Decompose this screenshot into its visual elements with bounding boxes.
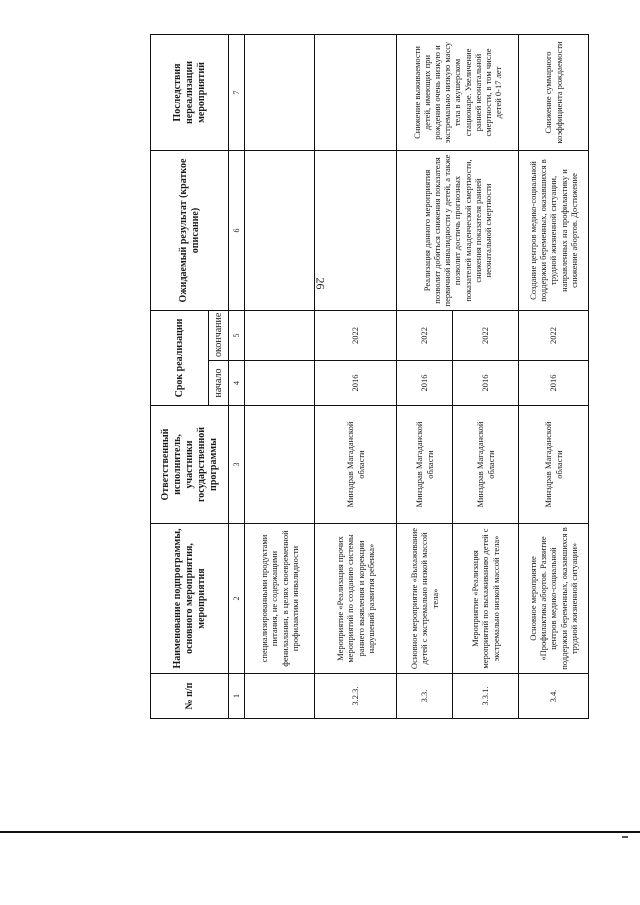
row-num: 3.4.: [519, 674, 589, 719]
row-end: [245, 311, 315, 361]
row-consequence: Снижение выживаемости детей, имеющих при рождении очень низкую и экстремально низкую массу тела в акушерском стационаре. Увеличение ранней неонатальной смертности, в том числе детей 0-17 лет: [397, 35, 519, 151]
row-name: специализированными продуктами питания, не содержащими фенилаланин, в целях своевременной профилактики инвалидности: [245, 524, 315, 674]
header-executor: Ответственный исполнитель, участники государственной программы: [151, 406, 229, 524]
column-number: 5: [229, 311, 245, 361]
header-result: Ожидаемый результат (краткое описание): [151, 151, 229, 311]
row-start: 2016: [453, 361, 519, 406]
column-number: 2: [229, 524, 245, 674]
header-end: окончание: [209, 311, 229, 361]
row-result: [245, 151, 315, 311]
row-num: 3.3.1.: [453, 674, 519, 719]
row-start: 2016: [397, 361, 453, 406]
page-bottom-rule: [0, 831, 640, 833]
row-num: 3.3.: [397, 674, 453, 719]
header-consequence: Последствия нереализации мероприятий: [151, 35, 229, 151]
row-result: [315, 151, 397, 311]
row-name: Мероприятие «Реализация мероприятий по выхаживанию детей с экстремально низкой массой тела»: [453, 524, 519, 674]
row-name: Основное мероприятие «Выхаживание детей с экстремально низкой массой тела»: [397, 524, 453, 674]
column-number: 6: [229, 151, 245, 311]
page-number: 26: [313, 277, 328, 290]
row-start: 2016: [519, 361, 589, 406]
scan-mark: [622, 836, 628, 838]
row-consequence: [315, 35, 397, 151]
column-number: 1: [229, 674, 245, 719]
row-result: Создание центров медико-социальной поддержки беременных, оказавшихся в трудной жизненной ситуации, направленных на профилактику и снижение абортов. Достижение: [519, 151, 589, 311]
row-executor: Минздрав Магаданской области: [519, 406, 589, 524]
row-consequence: Снижение суммарного коэффициента рождаемости: [519, 35, 589, 151]
table-row: [315, 35, 397, 719]
row-num: 3.2.3.: [315, 674, 397, 719]
column-number: 3: [229, 406, 245, 524]
header-num: № п/п: [151, 674, 229, 719]
row-result: Реализация данного мероприятия позволит добиться снижения показателя первичной инвалидности у детей, а также позволит достичь прогнозных показателей младенческой смертности, снижения показателя ранней неонатальной смертности: [397, 151, 519, 311]
column-number: 7: [229, 35, 245, 151]
table-row: [245, 35, 315, 719]
row-executor: [245, 406, 315, 524]
header-name: Наименование подпрограммы, основного мероприятия, мероприятия: [151, 524, 229, 674]
row-executor: Минздрав Магаданской области: [453, 406, 519, 524]
row-start: 2016: [315, 361, 397, 406]
table-row: [519, 35, 589, 719]
row-name: Мероприятие «Реализация прочих мероприятий по созданию системы раннего выявления и коррекции нарушений развития ребенка»: [315, 524, 397, 674]
table-row: [397, 35, 453, 719]
header-start: начало: [209, 361, 229, 406]
row-end: 2022: [397, 311, 453, 361]
row-consequence: [245, 35, 315, 151]
row-end: 2022: [315, 311, 397, 361]
column-numbers-row: [229, 35, 245, 719]
row-end: 2022: [453, 311, 519, 361]
row-start: [245, 361, 315, 406]
row-end: 2022: [519, 311, 589, 361]
row-executor: Минздрав Магаданской области: [315, 406, 397, 524]
program-measures-table: [150, 34, 589, 719]
rotated-table-wrapper: [150, 35, 588, 719]
row-executor: Минздрав Магаданской области: [397, 406, 453, 524]
column-number: 4: [229, 361, 245, 406]
row-num: [245, 674, 315, 719]
row-name: Основное мероприятие «Профилактика абортов. Развитие центров медико-социальной поддержки беременных, оказавшихся в трудной жизненной ситуации»: [519, 524, 589, 674]
header-term: Срок реализации: [151, 311, 209, 406]
